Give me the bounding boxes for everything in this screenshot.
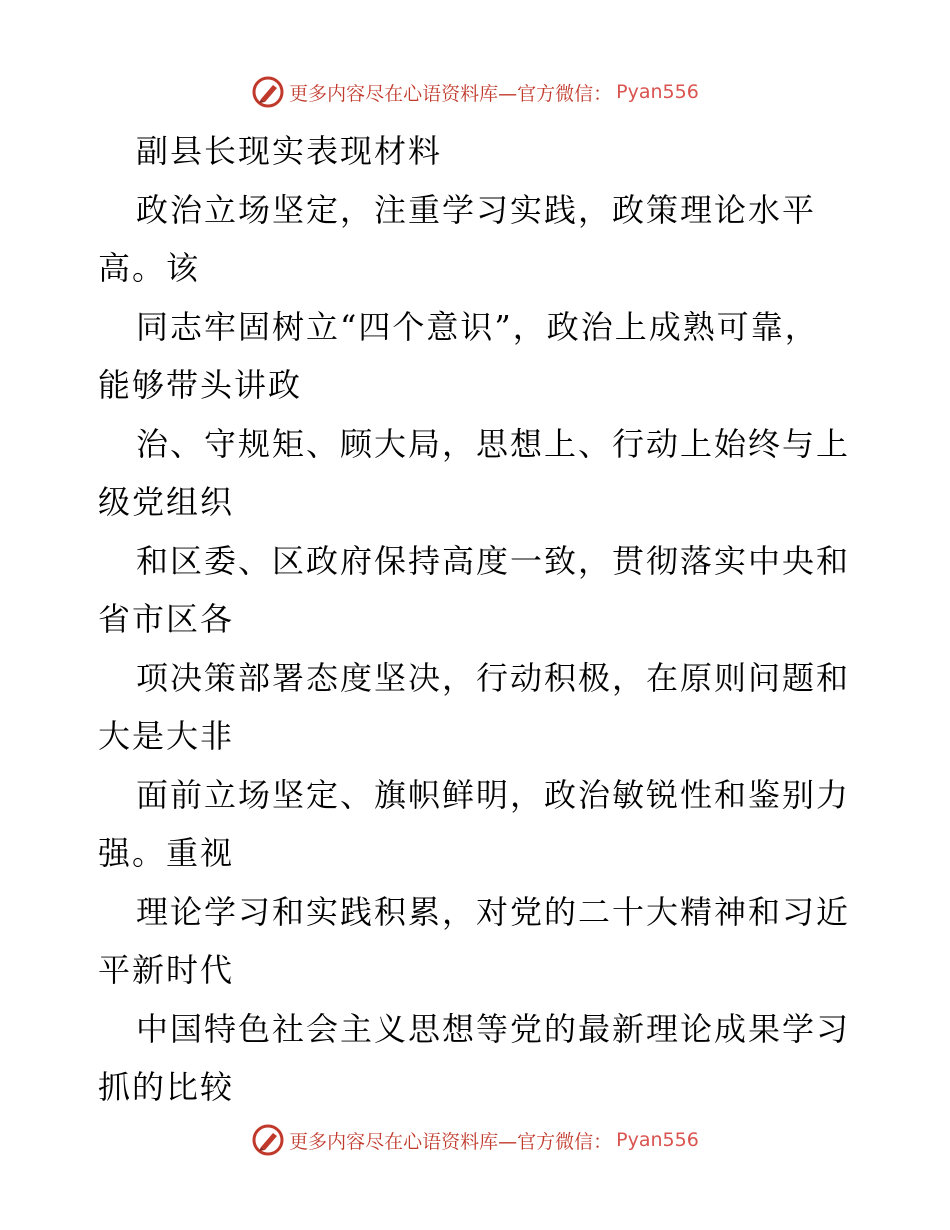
footer-watermark — [0, 1120, 950, 1160]
pen-logo-icon — [251, 1123, 285, 1157]
text-line: 和区委、区政府保持高度一致，贯彻落实中央和 — [136, 541, 851, 580]
watermark-id: Pyan556 — [616, 81, 699, 103]
text-line: 高。该 — [98, 249, 201, 287]
text-line: 级党组织 — [98, 483, 235, 521]
text-line: 中国特色社会主义思想等党的最新理论成果学习 — [136, 1009, 851, 1048]
text-line: 副县长现实表现材料 — [136, 132, 443, 170]
text-line: 强。重视 — [98, 834, 235, 872]
text-line: 项决策部署态度坚决，行动积极，在原则问题和 — [136, 658, 851, 697]
text-line: 大是大非 — [98, 717, 235, 755]
document-body — [98, 122, 858, 1117]
text-line: 抓的比较 — [98, 1068, 235, 1106]
text-line: 省市区各 — [98, 600, 235, 638]
header-watermark — [0, 72, 950, 112]
watermark-text: 更多内容尽在心语资料库—官方微信： — [289, 1130, 613, 1153]
pen-logo-icon — [251, 75, 285, 109]
text-line: 平新时代 — [98, 951, 235, 989]
text-line: 政治立场坚定，注重学习实践，政策理论水平 — [136, 190, 817, 229]
text-line: 同志牢固树立“四个意识”，政治上成熟可靠， — [136, 307, 819, 346]
text-line: 理论学习和实践积累，对党的二十大精神和习近 — [136, 892, 851, 931]
text-line: 治、守规矩、顾大局，思想上、行动上始终与上 — [136, 424, 851, 463]
text-line: 能够带头讲政 — [98, 366, 303, 404]
watermark-text: 更多内容尽在心语资料库—官方微信： — [289, 82, 613, 105]
text-line: 面前立场坚定、旗帜鲜明，政治敏锐性和鉴别力 — [136, 775, 851, 814]
watermark-id: Pyan556 — [616, 1129, 699, 1151]
